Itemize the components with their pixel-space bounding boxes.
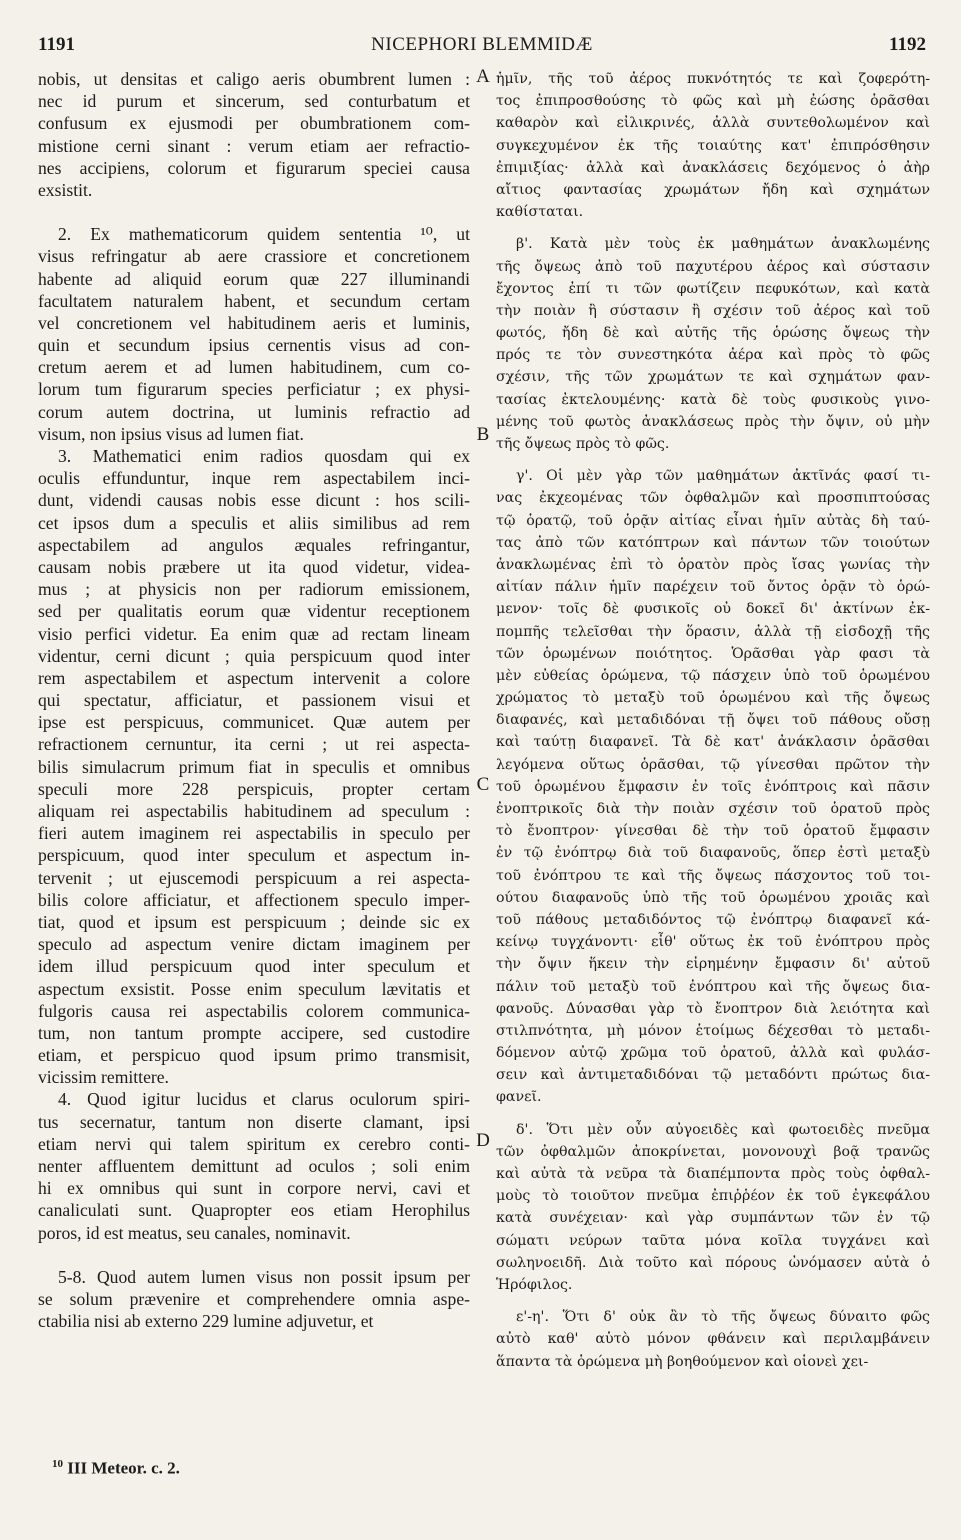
text-line: τοῦ πάθους μεταδιδόντος τῷ ἐνόπτρῳ διαφανεῖ κά- bbox=[496, 911, 930, 928]
text-line: αὐτὸ καθ' αὑτὸ μόνον φθάνειν καὶ περιλαμβάνειν bbox=[496, 1331, 930, 1348]
text-line: ἐν τῷ ἐνόπτρῳ διὰ τοῦ διαφανοῦς, ὅπερ ἐστὶ μεταξὺ bbox=[496, 845, 930, 862]
text-line: κείνῳ τυγχάνοντι· εἶθ' οὕτως ἐκ τοῦ ἐνόπτρου πρὸς bbox=[496, 934, 930, 951]
text-line: χρώματος τὸ μεταξὺ τοῦ ὁρωμένου καὶ τῆς ὄψεως bbox=[496, 690, 930, 707]
text-line: videntur, cerni dicunt ; quia perspicuum quod inter bbox=[38, 645, 470, 666]
text-line: καὶ αὐτὰ τὰ νεῦρα τὰ διαπέμποντα πρὸς τοὺς ὀφθαλ- bbox=[496, 1166, 930, 1182]
paragraph-4 bbox=[38, 1088, 470, 1243]
text-line: 2. Ex mathematicorum quidem sententia ¹⁰, ut bbox=[58, 224, 470, 245]
text-line: dunt, videndi causas nobis esse dicunt : hos scili- bbox=[38, 490, 470, 511]
text-line: τῆς ὄψεως ἀπὸ τοῦ παχυτέρου ἀέρος καὶ σύστασιν bbox=[496, 258, 930, 275]
text-line: visum, non ipsius visus ad lumen fiat. bbox=[38, 423, 304, 444]
text-line: bilis colore afficiatur, et affectionem speculo imper- bbox=[38, 889, 470, 910]
text-line: σχέσιν, τῆς τῶν χρωμάτων τε καὶ σχημάτων φαν- bbox=[496, 369, 930, 386]
text-line: σώματι νεύρων ταῦτα μόνα κοῖλα τυγχάνει καὶ bbox=[496, 1232, 930, 1249]
right-column-number: 1192 bbox=[889, 34, 926, 55]
text-line: σωληνοειδῆ. Διὰ τοῦτο καὶ πόρους ὠνόμασεν αὐτὰ ὁ bbox=[496, 1254, 930, 1271]
text-line: nobis, ut densitas et caligo aeris obumbrent lumen : bbox=[38, 69, 470, 89]
text-line: tum, non tantum prompte accipere, sed custodire bbox=[38, 1022, 470, 1043]
footnote bbox=[52, 1458, 180, 1479]
footnote-text: III Meteor. c. 2. bbox=[67, 1458, 180, 1478]
text-line: vicissim remittere. bbox=[38, 1067, 169, 1088]
text-line: φανοῦς. Δύνασθαι γὰρ τὸ ἔνοπτρον διὰ λειότητα καὶ bbox=[496, 1000, 930, 1017]
text-line: fieri autem imaginem rei aspectabilis in speculo per bbox=[38, 823, 470, 844]
paragraph-5 bbox=[496, 1306, 930, 1373]
text-line: qui spectatur, afficiatur, et passionem visui et bbox=[38, 690, 470, 711]
text-line: ipse est perspicuus, communicet. Quæ autem per bbox=[38, 712, 470, 733]
text-line: fulgoris causa rei aspectabilis colorem communica- bbox=[38, 1000, 470, 1021]
text-line: confusum ex ejusmodi per obumbrationem com- bbox=[38, 113, 470, 134]
text-line: corum autem doctrina, ut luminis refractio ad bbox=[38, 401, 470, 422]
text-line: ἡμῖν, τῆς τοῦ ἀέρος πυκνότητός τε καὶ ζοφερότη- bbox=[496, 71, 930, 87]
text-line: cet ipsos dum a speculis et aliis similibus ad rem bbox=[38, 512, 470, 533]
text-line: ἐπιμιξίας· ἀλλὰ καὶ ἀνακλάσεις δεχόμενος ὁ ἀὴρ bbox=[496, 159, 930, 176]
text-line: poros, id est meatus, seu canales, nominavit. bbox=[38, 1222, 351, 1243]
text-line: bilis simulacrum primum fiat in speculis et omnibus bbox=[38, 756, 470, 777]
text-line: τῶν ὀφθαλμῶν ἀποκρίνεται, μονονουχὶ βοᾷ τρανῶς bbox=[496, 1143, 930, 1160]
text-line: sed per qualitatis eorum quæ videntur receptionem bbox=[38, 601, 470, 622]
left-column-number: 1191 bbox=[38, 34, 75, 55]
text-line: aspectum exsistit. Posse enim speculum lævitatis et bbox=[38, 978, 470, 999]
text-line: καὶ ταύτῃ διαφανεῖ. Τὰ δὲ κατ' ἀνάκλασιν ὁρᾶσθαι bbox=[496, 734, 930, 751]
text-line: exsistit. bbox=[38, 179, 93, 200]
text-line: 3. Mathematici enim radios quosdam qui ex bbox=[58, 446, 470, 466]
text-line: τῆς ὄψεως πρὸς τὸ φῶς. bbox=[496, 436, 670, 452]
text-line: ἔχοντος ἐπί τι τῶν φωτίζειν πεφυκότων, καὶ κατὰ bbox=[496, 280, 930, 297]
text-line: νας ἐκχεομένας τῶν ὀφθαλμῶν καὶ προσπιπτούσας bbox=[496, 490, 930, 507]
text-line: tervenit ; ut ejuscemodi perspicuum a rei aspecta- bbox=[38, 867, 470, 888]
margin-letter-c: C bbox=[476, 774, 490, 795]
text-line: δ'. Ὅτι μὲν οὖν αὐγοειδὲς καὶ φωτοειδὲς πνεῦμα bbox=[516, 1121, 930, 1138]
text-line: πάλιν τοῦ μεταξὺ τοῦ ἐνόπτρου καὶ τῆς ὄψεως δια- bbox=[496, 978, 930, 995]
running-title: NICEPHORI BLEMMIDÆ bbox=[371, 34, 593, 55]
text-line: καθαρὸν καὶ εἰλικρινές, ἀλλὰ συντεθολωμένον καὶ bbox=[496, 115, 930, 132]
running-header bbox=[38, 34, 926, 64]
text-line: perspicuum, quod inter speculum et aspectum in- bbox=[38, 845, 470, 866]
paragraph-2 bbox=[38, 223, 470, 445]
text-line: β'. Κατὰ μὲν τοὺς ἐκ μαθημάτων ἀνακλωμένης bbox=[516, 236, 930, 253]
text-line: facultatem naturalem habent, et secundum certam bbox=[38, 290, 470, 311]
text-line: causam nobis præbere ut ita quod videtur, videa- bbox=[38, 556, 470, 577]
text-line: ctabilia nisi ab externo 229 lumine adjuvetur, et bbox=[38, 1311, 374, 1332]
margin-letter-b: B bbox=[476, 424, 490, 445]
text-line: ἀνακλωμένας ἐπὶ τὸ ὁρατὸν πρὸς ἴσας γωνίας τὴν bbox=[496, 556, 930, 573]
text-line: nec id purum et sincerum, sed conturbatum et bbox=[38, 91, 470, 112]
text-line: canaliculati sunt. Quapropter eos etiam Herophilus bbox=[38, 1200, 470, 1221]
text-line: idem illud perspicuum quod inter speculum et bbox=[38, 956, 470, 977]
paragraph-1 bbox=[496, 68, 930, 223]
text-line: nenter affluentem demittunt ad oculos ; soli enim bbox=[38, 1156, 470, 1176]
text-line: τας ἀπὸ τῶν κατόπτρων καὶ πάντων τῶν τοιούτων bbox=[496, 534, 930, 551]
text-line: τὸ ἔνοπτρον· γίνεσθαι δὲ τὴν τοῦ ὁρατοῦ ἔμφασιν bbox=[496, 823, 930, 840]
text-line: συγκεχυμένον ἐκ τῆς τοιαύτης κατ' ἐπιπρόσθησιν bbox=[496, 137, 930, 154]
text-line: etiam, et perspicuo quod ipsum primo transmisit, bbox=[38, 1045, 470, 1066]
paragraph-2 bbox=[496, 233, 930, 455]
text-line: ἐνοπτρικοῖς διὰ τὴν ποιὰν σχέσιν τοῦ ὁρατοῦ πρὸς bbox=[496, 801, 930, 817]
text-line: γ'. Οἱ μὲν γὰρ τῶν μαθημάτων ἀκτῖνάς φασί τι- bbox=[516, 468, 930, 485]
text-line: rem aspectabilem et aspectum intervenit a colore bbox=[38, 667, 470, 688]
text-line: quin et secundum ipsius cernentis visus ad con- bbox=[38, 335, 470, 356]
text-line: 4. Quod igitur lucidus et clarus oculorum spiri- bbox=[58, 1089, 470, 1110]
text-line: φανεῖ. bbox=[496, 1089, 542, 1106]
text-line: τοῦ ἐνόπτρου τε καὶ τῆς ὄψεως πάσχοντος τοῦ τοι- bbox=[496, 867, 930, 884]
text-line: oculis effunduntur, inque rem aspectabilem inci- bbox=[38, 468, 470, 489]
text-line: habente ad aliquid eorum quæ 227 illuminandi bbox=[38, 268, 470, 289]
text-line: σειν καὶ ἀντιμεταδιδόναι τῷ μεταδόντι πρώτως δια- bbox=[496, 1067, 930, 1084]
text-line: μὲν εὐθείας ὁρώμενα, τῷ πάσχειν ὑπὸ τοῦ ὁρωμένου bbox=[496, 667, 930, 684]
text-line: cretum aerem et ad lumen habitudinem, cum co- bbox=[38, 357, 470, 378]
paragraph-3 bbox=[38, 445, 470, 1088]
text-line: aliquam rei aspectabilis habitudinem ad speculum : bbox=[38, 801, 470, 821]
text-line: μοὺς τὸ τοιοῦτον πνεῦμα ἐπιῤῥέον ἐκ τοῦ ἐγκεφάλου bbox=[496, 1188, 930, 1205]
margin-letter-d: D bbox=[476, 1130, 490, 1151]
text-line: μενον· τοῖς δὲ φυσικοῖς οὐ δοκεῖ δι' ἀκτίνων ἐκ- bbox=[496, 601, 930, 618]
text-line: διαφανές, καὶ μεταδιδόναι τῇ ὄψει τοῦ πάθους οὔσῃ bbox=[496, 712, 930, 729]
text-line: tus secernatur, tantum non diserte clamant, ipsi bbox=[38, 1111, 470, 1132]
latin-column bbox=[38, 68, 470, 1332]
text-line: ούτου διαφανοῦς ὑπὸ τῆς τοῦ ὁρωμένου χροιᾶς καὶ bbox=[496, 889, 930, 906]
text-line: nes accipiens, colorum et figurarum speciei causa bbox=[38, 157, 470, 178]
text-line: τὴν ποιὰν ἢ σύστασιν ἢ σχέσιν τοῦ ἀέρος καὶ τοῦ bbox=[496, 302, 930, 319]
text-line: vel concretionem vel habitudinem aeris et luminis, bbox=[38, 312, 470, 333]
text-line: κατὰ συνέχειαν· καὶ γὰρ συμπάντων τῶν ἐν τῷ bbox=[496, 1210, 930, 1227]
text-line: τοῦ ὁρωμένου ἔμφασιν ἐν τοῖς ἐνόπτροις καὶ πᾶσιν bbox=[496, 778, 930, 795]
text-line: πομπῆς τελεῖσθαι τὴν ὅρασιν, ἀλλὰ τῇ εἰσδοχῇ τῆς bbox=[496, 623, 930, 640]
text-line: mus ; at physicis non per radiorum emissionem, bbox=[38, 579, 470, 600]
text-line: tiat, quod et ipsum est perspicuum ; deinde sic ex bbox=[38, 911, 470, 932]
text-line: στιλπνότητα, μὴ μόνον ἑτοίμως δέχεσθαι τὸ μεταδι- bbox=[496, 1022, 930, 1039]
text-line: lorum tum figurarum species perficiatur ; ex physi- bbox=[38, 379, 470, 400]
text-line: speculo ad aspectum venire dictam imaginem per bbox=[38, 934, 470, 955]
greek-column bbox=[496, 68, 930, 1373]
margin-letter-a: A bbox=[476, 66, 490, 87]
text-line: καθίσταται. bbox=[496, 204, 584, 221]
text-line: τῶν ὁρωμένων ποιότητος. Ὁρᾶσθαι γὰρ φασι τὰ bbox=[496, 645, 930, 662]
paragraph-1 bbox=[38, 68, 470, 201]
text-line: λεγόμενα οὕτως ὁρᾶσθαι, τῷ γίνεσθαι πρῶτον τὴν bbox=[496, 756, 930, 773]
text-line: δόμενον αὐτῷ χρῶμα τοῦ ὁρατοῦ, ἀλλὰ καὶ φυλάσ- bbox=[496, 1045, 930, 1062]
text-line: τασίας ἐκτελουμένης· κατὰ δὲ τοὺς φυσικοὺς γινο- bbox=[496, 391, 930, 408]
paragraph-gap bbox=[496, 1296, 930, 1306]
paragraph-4 bbox=[496, 1119, 930, 1297]
footnote-mark: 10 bbox=[52, 1458, 63, 1470]
text-line: etiam nervi qui talem spiritum ex cerebro conti- bbox=[38, 1133, 470, 1154]
paragraph-gap bbox=[496, 1109, 930, 1119]
paragraph-gap bbox=[38, 201, 470, 223]
text-line: πρός τε τὸν συνεστηκότα ἀέρα καὶ πρὸς τὸ φῶς bbox=[496, 347, 930, 364]
text-line: speculi more 228 perspicuis, propter certam bbox=[38, 778, 470, 799]
text-line: Ἡρόφιλος. bbox=[496, 1276, 573, 1293]
paragraph-gap bbox=[496, 455, 930, 465]
text-line: τῷ ὁρατῷ, τοῦ ὁρᾷν αἰτίας εἶναι ἡμῖν αὐτὰς δὴ ταύ- bbox=[496, 512, 930, 529]
text-line: mistione cerni sinant : verum etiam aer refractio- bbox=[38, 135, 470, 156]
text-line: αἴτιος φαντασίας χρωμάτων ἤδη καὶ σχημάτων bbox=[496, 181, 930, 198]
text-line: αἰτίαν πάλιν ἡμῖν παρέχειν τοῦ ὄντος ὁρᾷν τὸ ὁρώ- bbox=[496, 579, 930, 596]
paragraph-gap bbox=[496, 223, 930, 233]
text-line: φωτός, ἤδη δὲ καὶ αὐτῆς τῆς ὁρώσης ὄψεως τὴν bbox=[496, 325, 930, 342]
text-line: visio perfici videtur. Ea enim quæ ad rectam lineam bbox=[38, 623, 470, 644]
text-line: τὴν ὄψιν ἥκειν τὴν εἰρημένην ἔμφασιν δι' αὐτοῦ bbox=[496, 956, 930, 973]
paragraph-gap bbox=[38, 1244, 470, 1266]
text-line: refractionem cernuntur, ita cerni ; ut rei aspecta- bbox=[38, 734, 470, 755]
text-line: ε'-η'. Ὅτι δ' οὐκ ἂν τὸ τῆς ὄψεως δύναιτο φῶς bbox=[516, 1309, 930, 1326]
text-line: μένης τοῦ φωτὸς ἀνακλάσεως πρὸς τὴν ὄψιν, οὐ μὴν bbox=[496, 413, 930, 430]
text-line: 5-8. Quod autem lumen visus non possit ipsum per bbox=[58, 1266, 470, 1287]
text-line: hi ex omnibus qui sunt in corpore nervi, cavi et bbox=[38, 1178, 470, 1199]
paragraph-5 bbox=[38, 1266, 470, 1333]
text-line: se solum prævenire et comprehendere omnia aspe- bbox=[38, 1288, 470, 1309]
text-line: ἅπαντα τὰ ὁρώμενα μὴ βοηθούμενον καὶ οἱονεὶ χει- bbox=[496, 1353, 869, 1370]
text-line: visus refringatur ab aere crassiore et concretionem bbox=[38, 246, 470, 267]
paragraph-3 bbox=[496, 465, 930, 1108]
text-line: aspectabilem ad angulos æquales refringantur, bbox=[38, 534, 470, 555]
text-line: τος ἐπιπροσθούσης τὸ φῶς καὶ μὴ ἐώσης ὁρᾶσθαι bbox=[496, 93, 930, 110]
